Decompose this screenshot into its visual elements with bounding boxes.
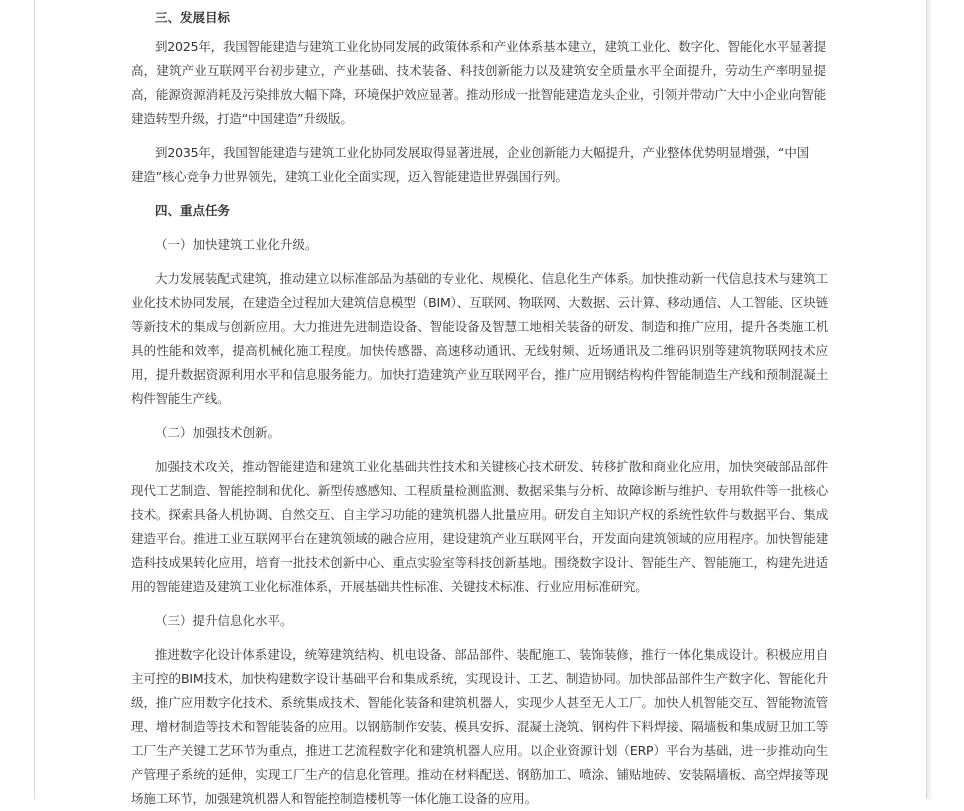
subsection-text-informatization: 推进数字化设计体系建设，统筹建筑结构、机电设备、部品部件、装配施工、装饰装修，推行一体化集成设计。积极应用自主可控的BIM技术，加快构建数字设计基础平台和集成系统，实现设计、工艺、制造协同。加快部品部件生产数字化、智能化升级，推广应用数字化技术、系统集成技术、智能化装备和建筑机器人，实现少人甚至无人工厂。加快人机智能交互、智能物流管理、增材制造等技术和智能装备的应用。以钢筋制作安装、模具安拆、混凝土浇筑、钢构件下料焊接、隔墙板和集成厨卫加工等工厂生产关键工艺环节为重点，推进工艺流程数字化和建筑机器人应用。以企业资源计划（ERP）平台为基础，进一步推动向生产管理子系统的延伸，实现工厂生产的信息化管理。推动在材料配送、钢筋加工、喷涂、铺贴地砖、安装隔墙板、高空焊接等现场施工环节，加强建筑机器人和智能控制造楼机等一体化施工设备的应用。 [131, 647, 828, 806]
document-content [131, 0, 831, 811]
section-heading-tasks: 四、重点任务 [155, 203, 231, 218]
subsection-title-informatization: （三）提升信息化水平。 [155, 613, 293, 628]
section-heading-goals: 三、发展目标 [155, 10, 231, 25]
page-shadow [927, 0, 933, 799]
goals-paragraph-2025: 到2025年，我国智能建造与建筑工业化协同发展的政策体系和产业体系基本建立，建筑工业化、数字化、智能化水平显著提高，建筑产业互联网平台初步建立，产业基础、技术装备、科技创新能力以及建筑安全质量水平全面提升，劳动生产率明显提高，能源资源消耗及污染排放大幅下降，环境保护效应显著。推动形成一批智能建造龙头企业，引领并带动广大中小企业向智能建造转型升级，打造“中国建造”升级版。 [131, 39, 826, 126]
subsection-text-industrialization: 大力发展装配式建筑，推动建立以标准部品为基础的专业化、规模化、信息化生产体系。加快推动新一代信息技术与建筑工业化技术协同发展，在建造全过程加大建筑信息模型（BIM）、互联网、物联网、大数据、云计算、移动通信、人工智能、区块链等新技术的集成与创新应用。大力推进先进制造设备、智能设备及智慧工地相关装备的研发、制造和推广应用，提升各类施工机具的性能和效率，提高机械化施工程度。加快传感器、高速移动通讯、无线射频、近场通讯及二维码识别等建筑物联网技术应用，提升数据资源利用水平和信息服务能力。加快打造建筑产业互联网平台，推广应用钢结构构件智能制造生产线和预制混凝土构件智能生产线。 [131, 271, 828, 406]
goals-paragraph-2035: 到2035年，我国智能建造与建筑工业化协同发展取得显著进展，企业创新能力大幅提升，产业整体优势明显增强，“中国建造”核心竞争力世界领先，建筑工业化全面实现，迈入智能建造世界强国行列。 [131, 145, 809, 184]
subsection-title-industrialization: （一）加快建筑工业化升级。 [155, 237, 318, 252]
subsection-text-innovation: 加强技术攻关，推动智能建造和建筑工业化基础共性技术和关键核心技术研发、转移扩散和商业化应用，加快突破部品部件现代工艺制造、智能控制和优化、新型传感感知、工程质量检测监测、数据采集与分析、故障诊断与维护、专用软件等一批核心技术。探索具备人机协调、自然交互、自主学习功能的建筑机器人批量应用。研发自主知识产权的系统性软件与数据平台、集成建造平台。推进工业互联网平台在建筑领域的融合应用，建设建筑产业互联网平台，开发面向建筑领域的应用程序。加快智能建造科技成果转化应用，培育一批技术创新中心、重点实验室等科技创新基地。围绕数字设计、智能生产、智能施工，构建先进适用的智能建造及建筑工业化标准体系，开展基础共性标准、关键技术标准、行业应用标准研究。 [131, 459, 828, 594]
subsection-title-innovation: （二）加强技术创新。 [155, 425, 281, 440]
